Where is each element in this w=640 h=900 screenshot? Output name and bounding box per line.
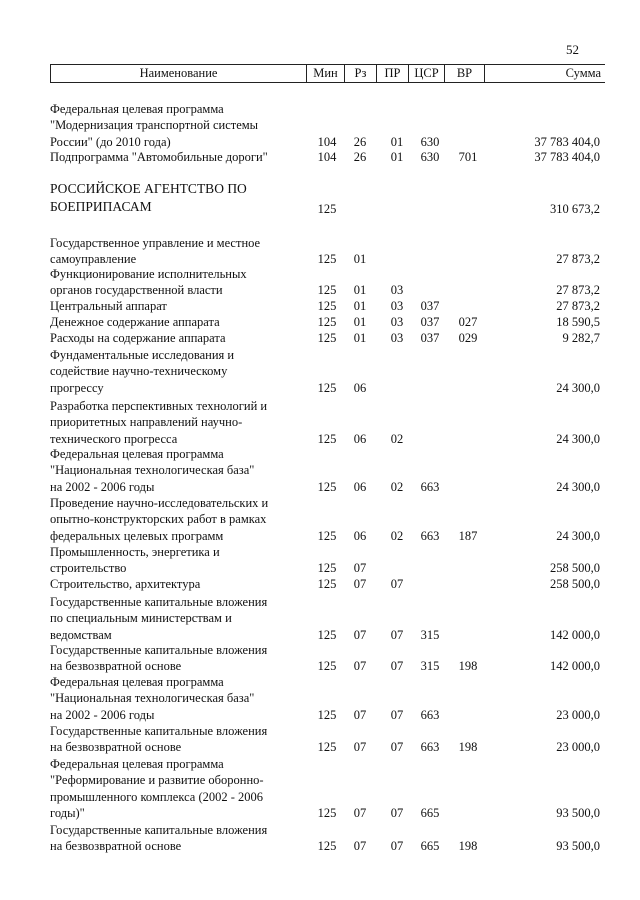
header-sum: Сумма: [565, 66, 601, 80]
row-name: Государственные капитальные вложения по специальным министерствам и ведомствам: [50, 595, 268, 642]
table-header: [50, 64, 605, 83]
row-name: Расходы на содержание аппарата: [50, 331, 226, 345]
row-vr: 198: [458, 659, 478, 674]
row-rz: 26: [353, 134, 367, 149]
row-vr: 187: [458, 528, 478, 543]
row-pr: 03: [390, 315, 404, 329]
row-rz: 06: [353, 528, 367, 543]
row-name: Подпрограмма "Автомобильные дороги": [50, 150, 268, 164]
row-csr: 630: [420, 150, 440, 164]
row-rz: 07: [353, 577, 367, 591]
row-rz: 07: [353, 659, 367, 674]
row-csr: 037: [420, 299, 440, 313]
row-name: Государственные капитальные вложения на безвозвратной основе: [50, 643, 268, 674]
row-sum: 27 873,2: [556, 283, 600, 298]
row-csr: 037: [420, 315, 440, 329]
row-sum: 24 300,0: [556, 431, 600, 446]
row-rz: 01: [353, 252, 367, 267]
row-vr: 198: [458, 740, 478, 755]
row-sum: 93 500,0: [556, 839, 600, 854]
row-pr: 01: [390, 134, 404, 149]
row-csr: 037: [420, 331, 440, 345]
row-min: 104: [317, 150, 337, 164]
row-name: Государственные капитальные вложения на безвозвратной основе: [50, 724, 268, 755]
row-pr: 03: [390, 331, 404, 345]
row-csr: 663: [420, 707, 440, 722]
row-min: 125: [317, 380, 337, 395]
row-min: 104: [317, 134, 337, 149]
row-sum: 18 590,5: [556, 315, 600, 329]
row-pr: 02: [390, 479, 404, 494]
row-pr: 07: [390, 659, 404, 674]
row-name: Денежное содержание аппарата: [50, 315, 220, 329]
row-min: 125: [317, 479, 337, 494]
row-min: 125: [317, 561, 337, 576]
row-name: Фундаментальные исследования и содействие научно-техническому прогрессу: [50, 348, 235, 395]
row-sum: 258 500,0: [550, 561, 600, 576]
row-pr: 02: [390, 431, 404, 446]
row-rz: 07: [353, 561, 367, 576]
row-pr: 07: [390, 577, 404, 591]
row-rz: 06: [353, 380, 367, 395]
row-pr: 07: [390, 740, 404, 755]
row-name: Федеральная целевая программа "Национальная технологическая база" на 2002 - 2006 годы: [50, 447, 255, 494]
row-sum: 93 500,0: [556, 805, 600, 820]
row-sum: 23 000,0: [556, 707, 600, 722]
page-number: 52: [566, 42, 579, 57]
row-rz: 01: [353, 283, 367, 298]
row-pr: 02: [390, 528, 404, 543]
row-min: 125: [317, 528, 337, 543]
row-sum: 142 000,0: [550, 627, 600, 642]
row-rz: 06: [353, 479, 367, 494]
row-min: 125: [317, 740, 337, 755]
row-rz: 07: [353, 740, 367, 755]
row-min: 125: [317, 283, 337, 298]
row-name: Промышленность, энергетика и строительство: [50, 545, 220, 576]
row-min: 125: [317, 201, 337, 216]
row-min: 125: [317, 707, 337, 722]
row-sum: 258 500,0: [550, 577, 600, 591]
row-sum: 37 783 404,0: [534, 134, 600, 149]
row-min: 125: [317, 331, 337, 345]
row-vr: 198: [458, 839, 478, 854]
row-min: 125: [317, 839, 337, 854]
row-rz: 07: [353, 805, 367, 820]
row-vr: 701: [458, 150, 478, 164]
row-name: РОССИЙСКОЕ АГЕНТСТВО ПО БОЕПРИПАСАМ: [50, 181, 247, 214]
row-min: 125: [317, 805, 337, 820]
row-min: 125: [317, 431, 337, 446]
row-csr: 665: [420, 839, 440, 854]
row-csr: 630: [420, 134, 440, 149]
row-min: 125: [317, 252, 337, 267]
row-name: Строительство, архитектура: [50, 577, 201, 591]
row-name: Функционирование исполнительных органов государственной власти: [50, 267, 247, 298]
row-rz: 01: [353, 331, 367, 345]
row-rz: 26: [353, 150, 367, 164]
row-rz: 06: [353, 431, 367, 446]
row-sum: 37 783 404,0: [534, 150, 600, 164]
row-name: Федеральная целевая программа "Национальная технологическая база" на 2002 - 2006 годы: [50, 675, 255, 722]
row-min: 125: [317, 659, 337, 674]
row-name: Разработка перспективных технологий и приоритетных направлений научно- технического прогресса: [50, 399, 268, 446]
row-sum: 24 300,0: [556, 479, 600, 494]
row-vr: 027: [458, 315, 478, 329]
row-name: Государственное управление и местное самоуправление: [50, 236, 261, 267]
header-name: Наименование: [51, 65, 307, 82]
row-rz: 01: [353, 315, 367, 329]
row-name: Проведение научно-исследовательских и опытно-конструкторских работ в рамках федеральных целевых программ: [50, 496, 269, 543]
row-min: 125: [317, 577, 337, 591]
row-sum: 27 873,2: [556, 299, 600, 313]
row-min: 125: [317, 299, 337, 313]
row-csr: 315: [420, 627, 440, 642]
row-vr: 029: [458, 331, 478, 345]
row-pr: 03: [390, 299, 404, 313]
row-name: Федеральная целевая программа "Реформирование и развитие оборонно- промышленного комплекса (2002 - 2006 годы)": [50, 757, 264, 820]
row-name: Федеральная целевая программа "Модернизация транспортной системы России" (до 2010 года): [50, 102, 259, 149]
row-sum: 9 282,7: [562, 331, 600, 345]
row-pr: 07: [390, 707, 404, 722]
row-pr: 07: [390, 839, 404, 854]
header-vr: ВР: [445, 65, 485, 82]
row-pr: 01: [390, 150, 404, 164]
row-min: 125: [317, 627, 337, 642]
row-rz: 07: [353, 707, 367, 722]
row-csr: 663: [420, 740, 440, 755]
row-rz: 07: [353, 839, 367, 854]
header-min: Мин: [307, 65, 345, 82]
row-pr: 07: [390, 805, 404, 820]
row-min: 125: [317, 315, 337, 329]
row-sum: 310 673,2: [550, 201, 600, 216]
row-csr: 663: [420, 479, 440, 494]
row-sum: 24 300,0: [556, 528, 600, 543]
row-rz: 07: [353, 627, 367, 642]
header-rz: Рз: [345, 65, 377, 82]
header-pr: ПР: [377, 65, 409, 82]
row-name: Центральный аппарат: [50, 299, 167, 313]
row-sum: 23 000,0: [556, 740, 600, 755]
row-name: Государственные капитальные вложения на безвозвратной основе: [50, 823, 268, 854]
row-rz: 01: [353, 299, 367, 313]
row-csr: 315: [420, 659, 440, 674]
row-sum: 24 300,0: [556, 380, 600, 395]
row-csr: 663: [420, 528, 440, 543]
row-csr: 665: [420, 805, 440, 820]
row-sum: 27 873,2: [556, 252, 600, 267]
header-csr: ЦСР: [409, 65, 445, 82]
row-sum: 142 000,0: [550, 659, 600, 674]
row-pr: 03: [390, 283, 404, 298]
row-pr: 07: [390, 627, 404, 642]
